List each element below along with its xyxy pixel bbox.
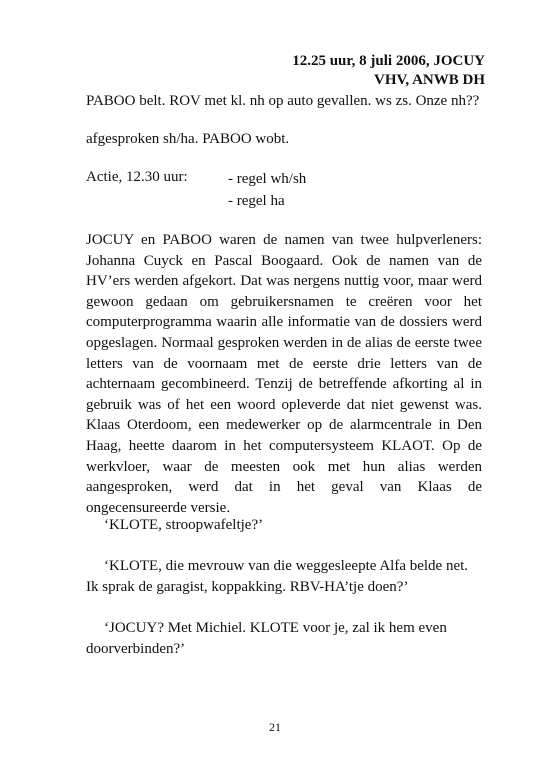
actie-label: Actie, 12.30 uur:: [86, 169, 188, 185]
log-header-line-1: 12.25 uur, 8 juli 2006, JOCUY: [292, 53, 485, 69]
log-note-line-2: afgesproken sh/ha. PABOO wobt.: [86, 131, 290, 147]
body-paragraph: JOCUY en PABOO waren de namen van twee hulpverleners: Johanna Cuyck en Pascal Boogaard. Ook de namen van de HV’ers werden afgekort. Dat was nergens nuttig voor, maar werd gewoon gedaan om gebruikersnamen te creëren voor het computerprogramma waarin alle informatie van de dossiers werd opgeslagen. Normaal gesproken werden in de alias de eerste twee letters van de voornaam met de eerste drie letters van de achternaam gecombineerd. Tenzij de betreffende afkorting al in gebruik was of het een woord opleverde dat niet gewenst was. Klaas Oterdoom, een medewerker op de alarmcentrale in Den Haag, heette daarom in het computersysteem KLAOT. Op de werkvloer, waar de meesten ook met hun alias werden aangesproken, werd dat in het geval van Klaas de ongecensureerde versie.: [86, 232, 482, 516]
log-header: [292, 52, 485, 90]
dialogue-line: ‘JOCUY? Met Michiel. KLOTE voor je, zal ik hem even doorverbinden?’: [86, 620, 447, 657]
dialogue-line: ‘KLOTE, stroopwafeltje?’: [104, 517, 264, 533]
actie-items: [228, 168, 306, 212]
actie-item: - regel ha: [228, 193, 285, 209]
log-note-line-1: PABOO belt. ROV met kl. nh op auto gevallen. ws zs. Onze nh??: [86, 93, 480, 109]
dialogue-line: ‘KLOTE, die mevrouw van die weggesleepte Alfa belde net. Ik sprak de garagist, koppakking. RBV-HA’tje doen?’: [86, 558, 469, 595]
actie-item: - regel wh/sh: [228, 171, 307, 187]
page-number: 21: [269, 720, 281, 734]
log-header-line-2: VHV, ANWB DH: [374, 72, 485, 88]
